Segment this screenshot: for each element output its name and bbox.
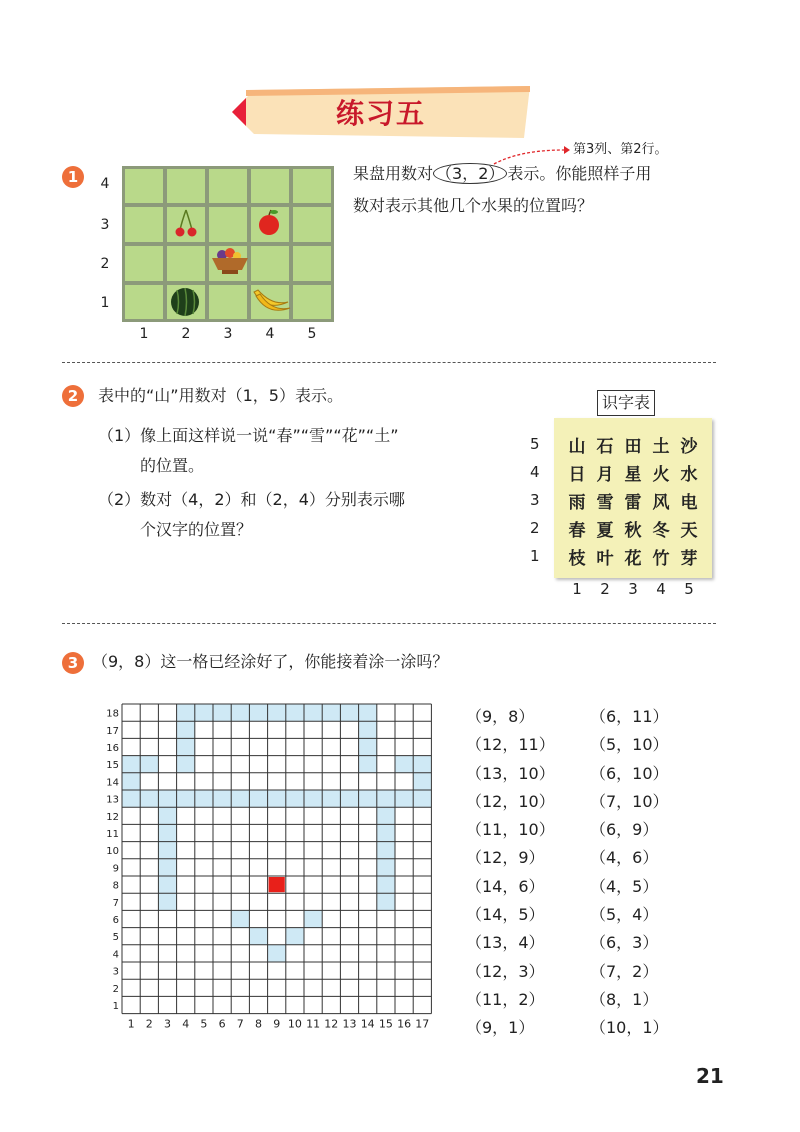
char-table-y-label: 5 bbox=[530, 435, 540, 453]
grid-x-label: 9 bbox=[273, 1017, 281, 1031]
q1-x-label: 3 bbox=[223, 326, 233, 342]
coord-pair: （11，2） bbox=[466, 989, 545, 1009]
char-cell: 日 bbox=[568, 464, 586, 485]
char-table-x-label: 3 bbox=[628, 580, 638, 598]
fruit-grid bbox=[122, 166, 334, 322]
shaded-cell bbox=[249, 928, 267, 945]
shaded-cell bbox=[122, 756, 140, 773]
shaded-cell bbox=[231, 790, 249, 807]
shaded-cell bbox=[359, 756, 377, 773]
separator bbox=[62, 362, 716, 363]
grid-x-label: 15 bbox=[378, 1017, 393, 1031]
shaded-cell bbox=[359, 738, 377, 755]
char-table bbox=[554, 418, 712, 578]
shaded-cell bbox=[377, 859, 395, 876]
q3-text: （9，8）这一格已经涂好了，你能接着涂一涂吗？ bbox=[92, 652, 449, 671]
question-1-badge: 1 bbox=[62, 166, 84, 188]
q1-x-label: 4 bbox=[265, 326, 275, 342]
char-cell: 雷 bbox=[624, 492, 642, 513]
char-table-title: 识字表 bbox=[597, 390, 655, 416]
grid-x-label: 14 bbox=[360, 1017, 375, 1031]
q1-x-label: 2 bbox=[181, 326, 191, 342]
coord-pair: （7，2） bbox=[590, 961, 659, 981]
grid-y-label: 8 bbox=[112, 880, 119, 892]
shaded-cell bbox=[377, 824, 395, 841]
coord-pair: （4，5） bbox=[590, 876, 659, 896]
char-cell: 星 bbox=[624, 464, 642, 485]
shaded-cell bbox=[231, 910, 249, 927]
char-cell: 土 bbox=[652, 436, 670, 457]
separator bbox=[62, 623, 716, 624]
grid-x-label: 3 bbox=[164, 1017, 171, 1031]
coord-pair: （6，9） bbox=[590, 820, 659, 840]
char-cell: 冬 bbox=[652, 520, 670, 541]
shaded-cell bbox=[359, 790, 377, 807]
shaded-cell bbox=[413, 756, 431, 773]
grid-x-label: 12 bbox=[324, 1017, 339, 1031]
shaded-cell bbox=[359, 704, 377, 721]
coord-pair: （7，10） bbox=[590, 791, 669, 811]
char-table-y-label: 1 bbox=[530, 547, 540, 565]
grid-y-label: 3 bbox=[112, 966, 119, 978]
grid-x-label: 4 bbox=[182, 1017, 190, 1031]
coord-pair: （9，1） bbox=[466, 1018, 535, 1038]
coordinate-grid bbox=[100, 700, 432, 1036]
char-cell: 山 bbox=[568, 436, 586, 457]
q1-x-label: 5 bbox=[307, 326, 317, 342]
char-table-x-label: 1 bbox=[572, 580, 582, 598]
coord-pair: （4，6） bbox=[590, 848, 659, 868]
annotation-arrow-icon bbox=[490, 144, 570, 166]
shaded-cell bbox=[377, 807, 395, 824]
char-cell: 枝 bbox=[568, 548, 586, 569]
shaded-cell bbox=[177, 738, 195, 755]
grid-y-label: 13 bbox=[106, 794, 119, 806]
coord-pair: （5，10） bbox=[590, 735, 669, 755]
grid-y-label: 18 bbox=[106, 708, 119, 720]
char-cell: 电 bbox=[680, 492, 698, 513]
grid-y-label: 5 bbox=[112, 932, 119, 944]
shaded-cell bbox=[377, 893, 395, 910]
char-cell: 春 bbox=[568, 520, 586, 541]
char-cell: 火 bbox=[652, 464, 670, 485]
char-cell: 竹 bbox=[652, 548, 670, 569]
grid-y-label: 2 bbox=[112, 983, 119, 995]
char-table-x-label: 4 bbox=[656, 580, 666, 598]
q1-text-start: 果盘用数对 bbox=[353, 164, 434, 183]
q1-y-label: 1 bbox=[100, 295, 110, 311]
shaded-cell bbox=[286, 790, 304, 807]
shaded-cell bbox=[377, 842, 395, 859]
grid-x-label: 11 bbox=[306, 1017, 321, 1031]
page-number: 21 bbox=[696, 1064, 724, 1088]
char-cell: 田 bbox=[624, 436, 642, 457]
shaded-cell bbox=[249, 790, 267, 807]
shaded-cell bbox=[158, 859, 176, 876]
shaded-cell bbox=[195, 704, 213, 721]
coord-pair: （9，8） bbox=[466, 707, 535, 726]
q2-sub1-line1: （1）像上面这样说一说“春”“雪”“花”“土” bbox=[98, 426, 399, 445]
shaded-cell bbox=[158, 824, 176, 841]
coord-pair: （12，3） bbox=[466, 961, 545, 981]
shaded-cell bbox=[195, 790, 213, 807]
char-cell: 风 bbox=[652, 492, 670, 513]
coord-pair: （6，10） bbox=[590, 763, 669, 783]
grid-y-label: 14 bbox=[106, 777, 119, 789]
grid-y-label: 4 bbox=[112, 949, 119, 961]
shaded-cell bbox=[359, 721, 377, 738]
coord-pair: （12，9） bbox=[466, 848, 545, 868]
shaded-cell bbox=[213, 790, 231, 807]
pairs-col-1 bbox=[466, 703, 555, 1043]
char-cell: 水 bbox=[680, 464, 698, 485]
grid-y-label: 6 bbox=[112, 915, 119, 926]
grid-y-label: 7 bbox=[112, 897, 119, 909]
char-table-x-label: 5 bbox=[684, 580, 694, 598]
grid-x-label: 7 bbox=[236, 1017, 244, 1031]
coord-pair: （13，10） bbox=[466, 763, 555, 783]
coord-pair: （5，4） bbox=[590, 905, 659, 925]
grid-y-label: 9 bbox=[112, 863, 119, 875]
char-cell: 石 bbox=[596, 436, 614, 457]
char-cell: 月 bbox=[596, 464, 614, 485]
q1-y-label: 4 bbox=[100, 176, 110, 192]
char-cell: 雨 bbox=[568, 492, 586, 513]
shaded-cell bbox=[413, 773, 431, 790]
char-cell: 花 bbox=[624, 548, 642, 569]
page-title: 练习五 bbox=[335, 97, 426, 130]
shaded-cell bbox=[177, 704, 195, 721]
coord-pair: （13，4） bbox=[466, 933, 545, 953]
pairs-col-2 bbox=[590, 703, 669, 1043]
grid-x-label: 10 bbox=[287, 1017, 302, 1031]
shaded-cell bbox=[140, 756, 158, 773]
grid-y-label: 1 bbox=[112, 1001, 119, 1012]
shaded-cell bbox=[177, 721, 195, 738]
q2-sub2-line2: 个汉字的位置？ bbox=[140, 520, 253, 539]
shaded-cell bbox=[268, 790, 286, 807]
grid-y-label: 15 bbox=[106, 760, 119, 772]
shaded-cell bbox=[395, 790, 413, 807]
q2-intro: 表中的“山”用数对（1，5）表示。 bbox=[98, 386, 343, 405]
shaded-cell bbox=[213, 704, 231, 721]
char-table-y-label: 2 bbox=[530, 519, 540, 537]
shaded-cell bbox=[395, 756, 413, 773]
shaded-cell bbox=[122, 773, 140, 790]
grid-y-label: 16 bbox=[106, 743, 119, 754]
grid-x-label: 16 bbox=[397, 1017, 412, 1031]
coord-pair: （12，11） bbox=[466, 735, 555, 755]
char-cell: 雪 bbox=[596, 492, 614, 513]
shaded-cell bbox=[177, 756, 195, 773]
red-cell bbox=[269, 877, 285, 892]
shaded-cell bbox=[286, 928, 304, 945]
shaded-cell bbox=[286, 704, 304, 721]
shaded-cell bbox=[158, 893, 176, 910]
shaded-cell bbox=[122, 790, 140, 807]
grid-x-label: 17 bbox=[415, 1017, 430, 1031]
coord-pair: （14，5） bbox=[466, 905, 545, 925]
shaded-cell bbox=[340, 704, 358, 721]
shaded-cell bbox=[322, 790, 340, 807]
shaded-cell bbox=[340, 790, 358, 807]
shaded-cell bbox=[158, 842, 176, 859]
char-cell: 天 bbox=[680, 520, 698, 541]
coord-pair: （11，10） bbox=[466, 820, 555, 840]
q1-x-label: 1 bbox=[139, 326, 149, 342]
char-cell: 芽 bbox=[680, 548, 698, 569]
q1-annotation: 第3列、第2行。 bbox=[573, 142, 668, 157]
shaded-cell bbox=[377, 790, 395, 807]
shaded-cell bbox=[304, 790, 322, 807]
shaded-cell bbox=[413, 790, 431, 807]
q1-pair-circled: （3，2） bbox=[433, 163, 507, 184]
q1-text-end: 表示。你能照样子用 bbox=[507, 164, 652, 183]
grid-y-label: 11 bbox=[106, 829, 119, 840]
grid-x-label: 8 bbox=[255, 1017, 262, 1031]
grid-y-label: 10 bbox=[106, 846, 119, 858]
shaded-cell bbox=[268, 704, 286, 721]
shaded-cell bbox=[377, 876, 395, 893]
shaded-cell bbox=[249, 704, 267, 721]
question-3-badge: 3 bbox=[62, 652, 84, 674]
q1-line2: 数对表示其他几个水果的位置吗？ bbox=[353, 196, 594, 215]
shaded-cell bbox=[158, 876, 176, 893]
shaded-cell bbox=[304, 704, 322, 721]
char-table-y-label: 3 bbox=[530, 491, 540, 509]
watermelon-icon bbox=[171, 288, 199, 316]
char-cell: 叶 bbox=[596, 548, 614, 569]
q2-sub2-line1: （2）数对（4，2）和（2，4）分别表示哪 bbox=[98, 490, 405, 509]
coord-pair: （10，1） bbox=[590, 1018, 669, 1038]
q2-sub1-line2: 的位置。 bbox=[140, 456, 205, 475]
shaded-cell bbox=[177, 790, 195, 807]
grid-x-label: 6 bbox=[218, 1017, 226, 1031]
grid-y-label: 17 bbox=[106, 725, 119, 737]
grid-x-label: 13 bbox=[342, 1017, 357, 1031]
char-cell: 沙 bbox=[680, 436, 698, 457]
shaded-cell bbox=[158, 790, 176, 807]
coord-pair: （6，11） bbox=[590, 707, 669, 726]
coord-pair: （8，1） bbox=[590, 989, 659, 1009]
grid-x-label: 1 bbox=[127, 1017, 135, 1031]
grid-y-label: 12 bbox=[106, 811, 119, 823]
q1-y-label: 2 bbox=[100, 256, 110, 272]
grid-x-label: 2 bbox=[145, 1017, 153, 1031]
shaded-cell bbox=[304, 910, 322, 927]
char-cell: 夏 bbox=[596, 520, 614, 541]
shaded-cell bbox=[268, 945, 286, 962]
char-table-y-label: 4 bbox=[530, 463, 540, 481]
shaded-cell bbox=[140, 790, 158, 807]
question-2-badge: 2 bbox=[62, 385, 84, 407]
shaded-cell bbox=[231, 704, 249, 721]
q1-y-label: 3 bbox=[100, 217, 110, 233]
grid-x-label: 5 bbox=[200, 1017, 208, 1031]
coord-pair: （12，10） bbox=[466, 791, 555, 811]
char-table-x-label: 2 bbox=[600, 580, 610, 598]
shaded-cell bbox=[158, 807, 176, 824]
coord-pair: （14，6） bbox=[466, 876, 545, 896]
shaded-cell bbox=[322, 704, 340, 721]
char-cell: 秋 bbox=[624, 520, 642, 541]
coord-pair: （6，3） bbox=[590, 933, 659, 953]
